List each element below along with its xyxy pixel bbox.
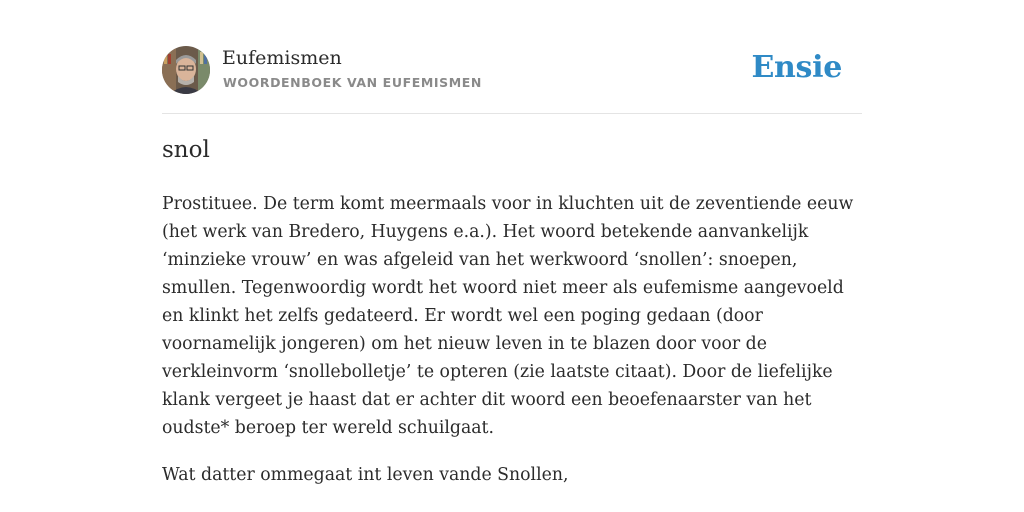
- author-name[interactable]: Eufemismen: [222, 47, 342, 69]
- author-avatar[interactable]: [162, 46, 210, 94]
- entry-definition: Prostituee. De term komt meermaals voor in kluchten uit de zeventiende eeuw (het werk van Bredero, Huygens e.a.). Het woord betekende aanvankelijk ‘minzieke vrouw’ en was afgeleid van het werkwoord ‘snollen’: snoepen, smullen. Tegenwoordig wordt het woord niet meer als eufemisme aangevoeld en klinkt het zelfs gedateerd. Er wordt wel een poging gedaan (door voornamelijk jongeren) om het nieuw leven in te blazen door voor de verkleinvorm ‘snollebolletje’ te opteren (zie laatste citaat). Door de liefelijke klank vergeet je haast dat er achter dit woord een beoefenaarster van het oudste* beroep ter wereld schuilgaat.: [162, 194, 854, 438]
- entry-quote: Wat datter ommegaat int leven vande Snollen,: [162, 465, 569, 485]
- ensie-logo[interactable]: Ensie: [751, 50, 842, 85]
- author-subtitle[interactable]: WOORDENBOEK VAN EUFEMISMEN: [223, 75, 482, 90]
- header: [162, 46, 862, 96]
- header-divider: [162, 113, 862, 114]
- entry-term: snol: [162, 137, 210, 163]
